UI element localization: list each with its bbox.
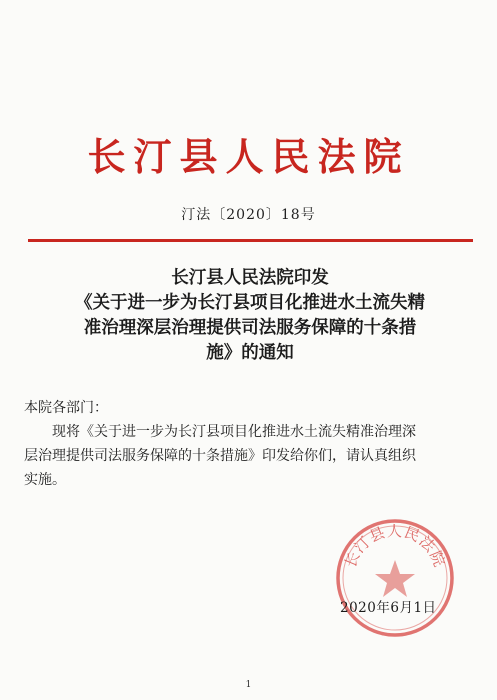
- title-line-4: 施》的通知: [206, 343, 294, 363]
- document-number: 汀法〔2020〕18号: [181, 207, 316, 223]
- title-line-1: 长汀县人民法院印发: [171, 268, 329, 288]
- organization-header: 长汀县人民法院: [87, 135, 410, 179]
- body-paragraph: [24, 420, 468, 492]
- salutation: 本院各部门：: [24, 400, 108, 416]
- body-line-2: 层治理提供司法服务保障的十条措施》印发给你们，请认真组织: [24, 448, 416, 464]
- body-line-1: 现将《关于进一步为长汀县项目化推进水土流失精准治理深: [52, 424, 416, 440]
- body-line-3: 实施。: [24, 472, 66, 488]
- page-number: 1: [245, 680, 252, 690]
- issue-date: 2020年6月1日: [340, 600, 437, 616]
- title-line-2: 《关于进一步为长汀县项目化推进水土流失精: [75, 293, 425, 313]
- title-line-3: 准治理深层治理提供司法服务保障的十条措: [83, 318, 417, 338]
- seal-text: 长汀县人民法院: [341, 522, 449, 571]
- red-divider: [28, 239, 473, 242]
- official-seal-icon: [333, 516, 457, 640]
- document-title: [36, 266, 464, 366]
